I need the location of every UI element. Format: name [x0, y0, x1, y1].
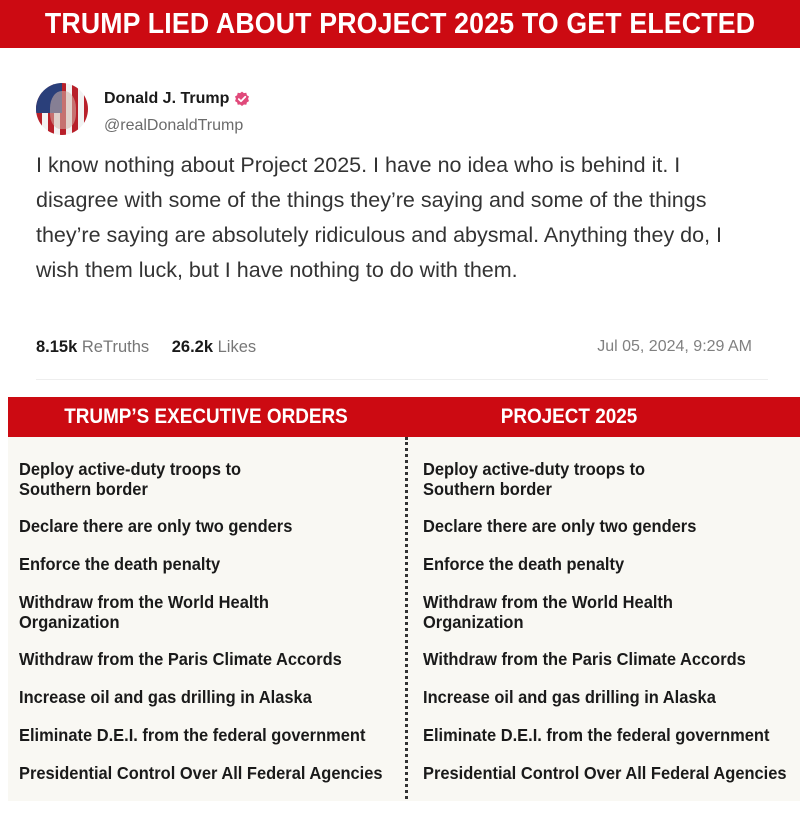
- retruths-label[interactable]: ReTruths: [81, 338, 150, 356]
- avatar[interactable]: [36, 83, 88, 135]
- project-2025-item: [423, 592, 787, 632]
- name-row: [104, 90, 250, 108]
- divider: [36, 379, 768, 380]
- executive-order-item: [19, 459, 383, 499]
- project-2025-item: [423, 649, 787, 669]
- likes-label[interactable]: Likes: [217, 338, 257, 356]
- top-banner: [0, 0, 800, 48]
- post-stats: [36, 338, 256, 357]
- executive-order-item: [19, 554, 383, 574]
- executive-order-item: [19, 592, 383, 632]
- avatar-face: [50, 91, 76, 129]
- executive-order-item-line: Enforce the death penalty: [19, 554, 221, 574]
- project-2025-item: [423, 459, 787, 499]
- project-2025-list: [423, 459, 800, 801]
- project-2025-item-line: Increase oil and gas drilling in Alaska: [423, 687, 716, 707]
- executive-order-item-line: Organization: [19, 612, 120, 632]
- handle[interactable]: @realDonaldTrump: [104, 117, 244, 134]
- executive-order-item: [19, 687, 383, 707]
- executive-order-item-line: Withdraw from the Paris Climate Accords: [19, 649, 342, 669]
- project-2025-item-line: Eliminate D.E.I. from the federal government: [423, 725, 770, 745]
- project-2025-item: [423, 516, 787, 536]
- project-2025-item-line: Enforce the death penalty: [423, 554, 625, 574]
- executive-order-item-line: Deploy active-duty troops to: [19, 459, 242, 479]
- executive-order-item-line: Southern border: [19, 479, 148, 499]
- executive-order-item-line: Presidential Control Over All Federal Agencies: [19, 763, 383, 783]
- post-text: I know nothing about Project 2025. I have no idea who is behind it. I disagree with some of the things they’re saying and some of the things they’re saying are absolutely ridiculous and abysmal. Anything they do, I wish them luck, but I have nothing to do with them.: [36, 153, 723, 282]
- executive-order-item: [19, 516, 383, 536]
- executive-order-item: [19, 649, 383, 669]
- executive-orders-list: [19, 459, 406, 801]
- project-2025-item-line: Presidential Control Over All Federal Agencies: [423, 763, 787, 783]
- executive-order-item: [19, 763, 383, 783]
- project-2025-item-line: Withdraw from the Paris Climate Accords: [423, 649, 746, 669]
- left-column-title: TRUMP’S EXECUTIVE ORDERS: [64, 405, 348, 428]
- retruths-count[interactable]: 8.15k: [36, 338, 78, 356]
- executive-order-item-line: Increase oil and gas drilling in Alaska: [19, 687, 312, 707]
- likes-count[interactable]: 26.2k: [171, 338, 214, 356]
- display-name[interactable]: Donald J. Trump: [104, 90, 230, 107]
- comparison-panel: [8, 397, 800, 801]
- executive-order-item-line: Eliminate D.E.I. from the federal government: [19, 725, 366, 745]
- executive-order-item: [19, 725, 383, 745]
- banner-title: TRUMP LIED ABOUT PROJECT 2025 TO GET ELECTED: [44, 7, 756, 40]
- truth-social-post: [0, 48, 800, 397]
- project-2025-item-line: Organization: [423, 612, 524, 632]
- project-2025-item: [423, 554, 787, 574]
- right-column-title: PROJECT 2025: [500, 405, 638, 428]
- executive-order-item-line: Withdraw from the World Health: [19, 592, 269, 612]
- project-2025-item-line: Declare there are only two genders: [423, 516, 697, 536]
- executive-order-item-line: Declare there are only two genders: [19, 516, 293, 536]
- project-2025-item: [423, 763, 787, 783]
- project-2025-item: [423, 725, 787, 745]
- project-2025-item-line: Withdraw from the World Health: [423, 592, 673, 612]
- project-2025-item: [423, 687, 787, 707]
- post-timestamp[interactable]: Jul 05, 2024, 9:29 AM: [597, 338, 752, 355]
- project-2025-item-line: Deploy active-duty troops to: [423, 459, 646, 479]
- project-2025-item-line: Southern border: [423, 479, 552, 499]
- verified-badge-icon: [234, 91, 250, 107]
